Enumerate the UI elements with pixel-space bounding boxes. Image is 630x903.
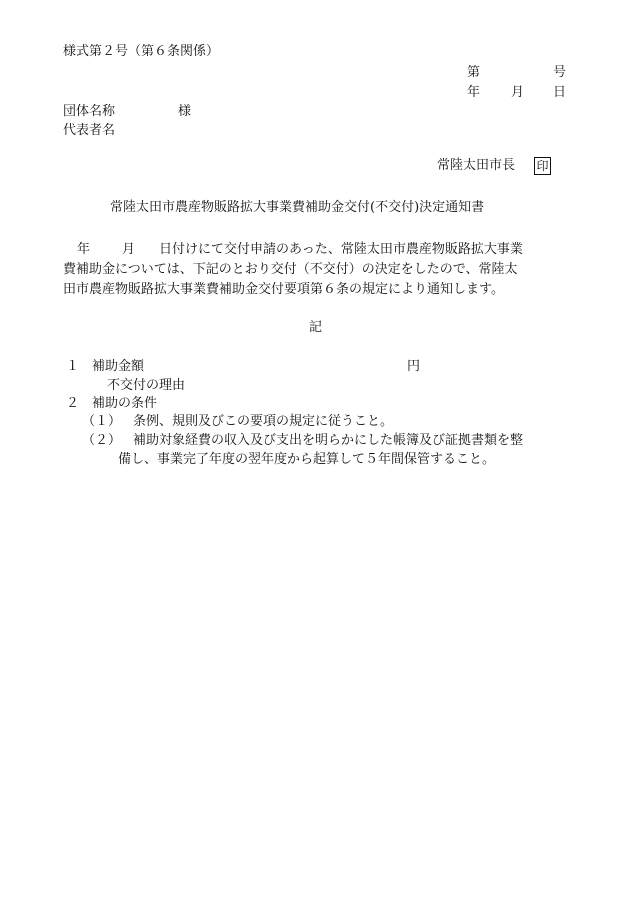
item1-unit: 円 <box>407 359 421 374</box>
form-label: 様式第２号（第６条関係） <box>63 44 220 59</box>
condition2-number: （２） <box>82 433 122 448</box>
doc-number-go: 号 <box>553 65 567 80</box>
body-month: 月 <box>122 242 136 257</box>
doc-number-dai: 第 <box>467 65 481 80</box>
condition1-number: （１） <box>82 414 122 429</box>
date-day: 日 <box>553 85 567 100</box>
condition1-text: 条例、規則及びこの要項の規定に従うこと。 <box>133 414 394 429</box>
item1-number: １ <box>66 359 80 374</box>
issuer-title: 常陸太田市長 <box>437 158 516 173</box>
seal-box: 印 <box>534 157 551 175</box>
date-month: 月 <box>511 85 525 100</box>
body-paragraph <box>63 240 568 300</box>
body-line-2: 費補助金については、下記のとおり交付（不交付）の決定をしたので、常陸太 <box>63 262 518 277</box>
body-line-1-rest: 日付けにて交付申請のあった、常陸太田市農産物販路拡大事業 <box>159 242 523 257</box>
body-line-1 <box>63 240 568 260</box>
body-line-3: 田市農産物販路拡大事業費補助金交付要項第６条の規定により通知します。 <box>63 282 504 297</box>
recipient-org-label: 団体名称 <box>63 104 116 119</box>
date-year: 年 <box>467 85 481 100</box>
recipient-sama: 様 <box>178 104 192 119</box>
condition2-line2: 備し、事業完了年度の翌年度から起算して５年間保管すること。 <box>118 452 496 467</box>
condition2-line1: 補助対象経費の収入及び支出を明らかにした帳簿及び証拠書類を整 <box>133 433 524 448</box>
ki-marker: 記 <box>309 320 323 335</box>
document-title: 常陸太田市農産物販路拡大事業費補助金交付(不交付)決定通知書 <box>110 200 485 215</box>
item2-label: 補助の条件 <box>92 396 158 411</box>
item1-sub-label: 不交付の理由 <box>107 378 186 393</box>
item2-number: ２ <box>66 396 80 411</box>
body-year: 年 <box>77 242 91 257</box>
recipient-rep-label: 代表者名 <box>63 123 116 138</box>
item1-label: 補助金額 <box>92 359 145 374</box>
